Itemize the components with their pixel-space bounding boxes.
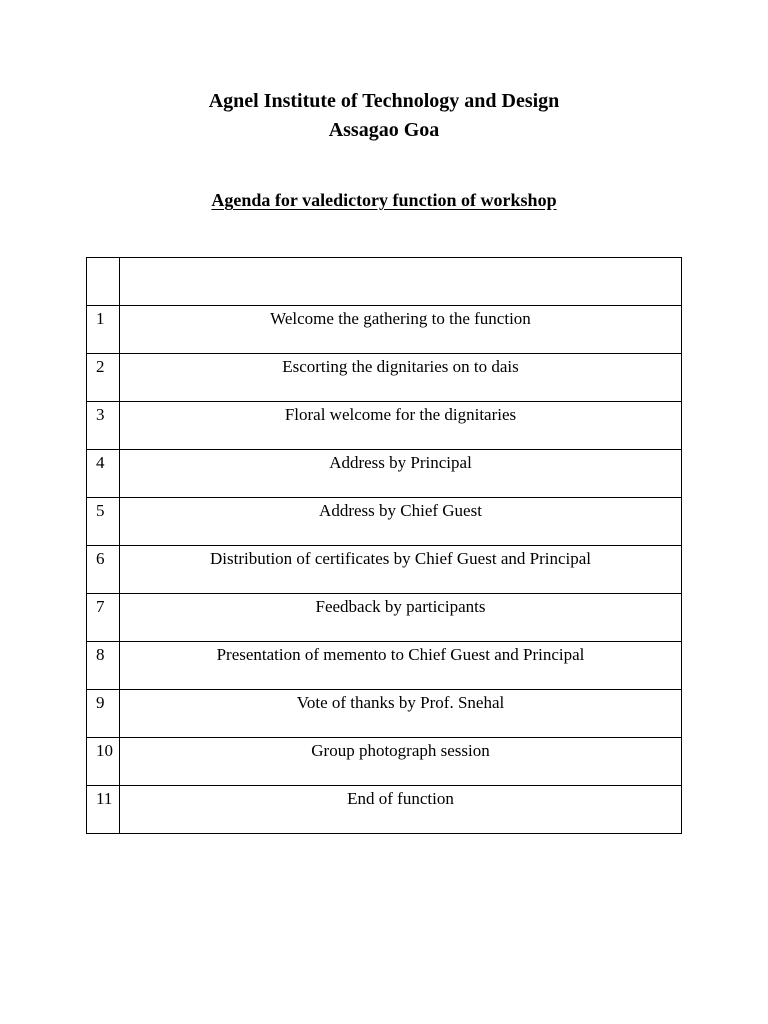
row-number: 1 xyxy=(87,306,120,354)
row-number: 8 xyxy=(87,642,120,690)
row-number: 3 xyxy=(87,402,120,450)
header-item-cell xyxy=(120,258,682,306)
row-number: 4 xyxy=(87,450,120,498)
table-row xyxy=(87,450,682,498)
agenda-title xyxy=(0,188,768,212)
row-item: Escorting the dignitaries on to dais xyxy=(120,354,682,402)
row-item: End of function xyxy=(120,786,682,834)
table-row xyxy=(87,306,682,354)
table-row xyxy=(87,642,682,690)
table-row xyxy=(87,546,682,594)
institute-location: Assagao Goa xyxy=(328,119,440,141)
table-row xyxy=(87,738,682,786)
row-number: 7 xyxy=(87,594,120,642)
row-number: 11 xyxy=(87,786,120,834)
row-number: 6 xyxy=(87,546,120,594)
row-item: Group photograph session xyxy=(120,738,682,786)
row-item: Feedback by participants xyxy=(120,594,682,642)
table-header-row xyxy=(87,258,682,306)
table-row xyxy=(87,690,682,738)
table-row xyxy=(87,402,682,450)
row-number: 10 xyxy=(87,738,120,786)
header-number-cell xyxy=(87,258,120,306)
row-number: 2 xyxy=(87,354,120,402)
row-item: Welcome the gathering to the function xyxy=(120,306,682,354)
row-number: 5 xyxy=(87,498,120,546)
table-row xyxy=(87,786,682,834)
row-item: Address by Chief Guest xyxy=(120,498,682,546)
agenda-table xyxy=(86,257,682,834)
row-item: Presentation of memento to Chief Guest and Principal xyxy=(120,642,682,690)
table-row xyxy=(87,498,682,546)
table-row xyxy=(87,594,682,642)
row-item: Vote of thanks by Prof. Snehal xyxy=(120,690,682,738)
row-item: Distribution of certificates by Chief Guest and Principal xyxy=(120,546,682,594)
row-item: Floral welcome for the dignitaries xyxy=(120,402,682,450)
agenda-title-text: Agenda for valedictory function of workshop xyxy=(211,190,557,210)
row-number: 9 xyxy=(87,690,120,738)
table-row xyxy=(87,354,682,402)
row-item: Address by Principal xyxy=(120,450,682,498)
institute-name: Agnel Institute of Technology and Design xyxy=(208,90,560,112)
